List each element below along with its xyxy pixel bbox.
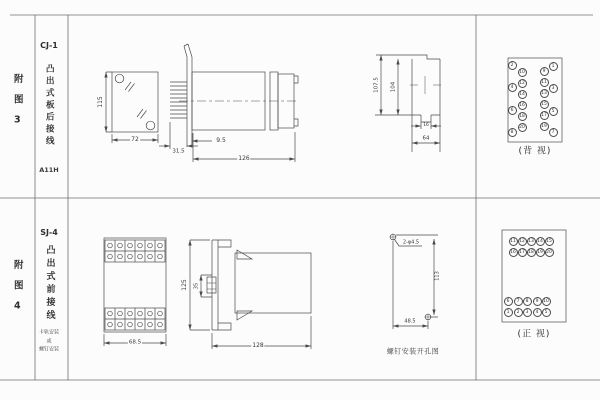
terminal-pin: 17	[541, 112, 547, 118]
fig3-side-view-drawing	[159, 44, 298, 162]
terminal-pin: 17	[519, 249, 525, 255]
fig4-front-width-dim: 68.5	[128, 339, 142, 346]
terminal-pin: 3	[549, 84, 558, 93]
terminal-pin: 10	[543, 298, 549, 304]
fig4-type-label: 凸出式前接线	[44, 245, 55, 323]
fig4-front-view-drawing	[104, 238, 166, 346]
fig3-type-label: 凸出式板后接线	[44, 64, 55, 148]
fig4-mount-note-line3: 螺钉安装	[38, 346, 60, 353]
terminal-pin: 1	[549, 62, 558, 71]
fig3-front-view-drawing	[106, 72, 158, 143]
terminal-pin: 13	[528, 238, 534, 244]
terminal-pin: 11	[510, 238, 516, 244]
fig4-side-length-dim: 128	[252, 342, 264, 349]
fig3-cutout-total-height-dim: 107.5	[373, 77, 380, 93]
fig3-cutout-opening-height-dim: 104	[390, 81, 397, 93]
terminal-pin: 4	[508, 83, 517, 92]
terminal-pin: 14	[537, 238, 543, 244]
terminal-pin: 9	[540, 67, 549, 76]
fig3-side-offset-dim: 9.5	[216, 137, 226, 144]
fig3-front-height-dim: 115	[97, 96, 104, 108]
fig4-hole-drawing	[390, 234, 439, 330]
terminal-pin: 1	[504, 308, 513, 317]
terminal-pin: 6	[508, 106, 517, 115]
terminal-pin: 11	[541, 79, 547, 85]
fig3-cutout-drawing	[375, 55, 441, 152]
fig4-side-view-drawing	[190, 240, 311, 349]
fig3-index-label: 附图3	[11, 73, 23, 137]
fig4-hole-height-dim: 113	[434, 271, 440, 281]
terminal-pin: 5	[549, 107, 558, 116]
fig3-side-pin-depth-dim: 31.5	[172, 148, 185, 155]
terminal-pin: 2	[508, 61, 517, 70]
fig3-side-length-dim: 126	[238, 155, 250, 162]
fig4-index-label: 附图4	[11, 259, 23, 323]
terminal-pin: 18	[528, 249, 534, 255]
terminal-pin: 9	[533, 297, 542, 306]
fig4-front-view-caption: (正 视)	[517, 329, 551, 340]
fig3-back-view-caption: (背 视)	[518, 146, 552, 157]
fig4-side-rail-dim: 35	[193, 282, 199, 290]
terminal-pin: 7	[514, 297, 523, 306]
terminal-pin: 16	[510, 249, 516, 255]
fig4-model-label: SJ-4	[40, 228, 58, 237]
sheet-frame	[0, 15, 600, 380]
fig4-hole-spec-label: 2-φ4.5	[402, 239, 420, 245]
terminal-pin: 5	[542, 308, 551, 317]
terminal-pin: 20	[519, 124, 525, 130]
terminal-pin: 14	[519, 91, 525, 97]
fig3-model-label: CJ-1	[40, 41, 58, 50]
terminal-pin: 7	[549, 128, 558, 137]
terminal-pin: 2	[514, 308, 523, 317]
fig4-side-height-dim: 125	[181, 279, 188, 291]
fig4-hole-width-dim: 48.5	[404, 318, 416, 325]
fig3-code-label: A11H	[39, 165, 59, 174]
terminal-pin: 4	[533, 308, 542, 317]
terminal-pin: 12	[519, 80, 525, 86]
fig3-cutout-width-dim: 64	[422, 135, 430, 142]
terminal-pin: 19	[541, 123, 547, 129]
terminal-pin: 3	[523, 308, 532, 317]
fig4-mount-note-line1: 卡轨安装	[38, 329, 60, 336]
terminal-pin: 6	[504, 297, 513, 306]
terminal-pin: 16	[519, 102, 525, 108]
terminal-pin: 19	[537, 249, 543, 255]
terminal-pin: 15	[546, 238, 552, 244]
terminal-pin: 10	[519, 69, 525, 75]
terminal-pin: 13	[541, 90, 547, 96]
terminal-pin: 8	[508, 128, 517, 137]
terminal-pin: 12	[519, 238, 525, 244]
fig4-mount-note-line2: 或	[46, 338, 52, 344]
fig3-front-width-dim: 72	[131, 136, 139, 143]
terminal-pin: 8	[523, 297, 532, 306]
terminal-pin: 15	[541, 101, 547, 107]
terminal-pin: 20	[546, 249, 552, 255]
terminal-pin: 18	[519, 113, 525, 119]
fig4-hole-caption: 螺钉安装开孔图	[386, 347, 440, 356]
fig3-cutout-notch-dim: 16	[423, 122, 429, 128]
